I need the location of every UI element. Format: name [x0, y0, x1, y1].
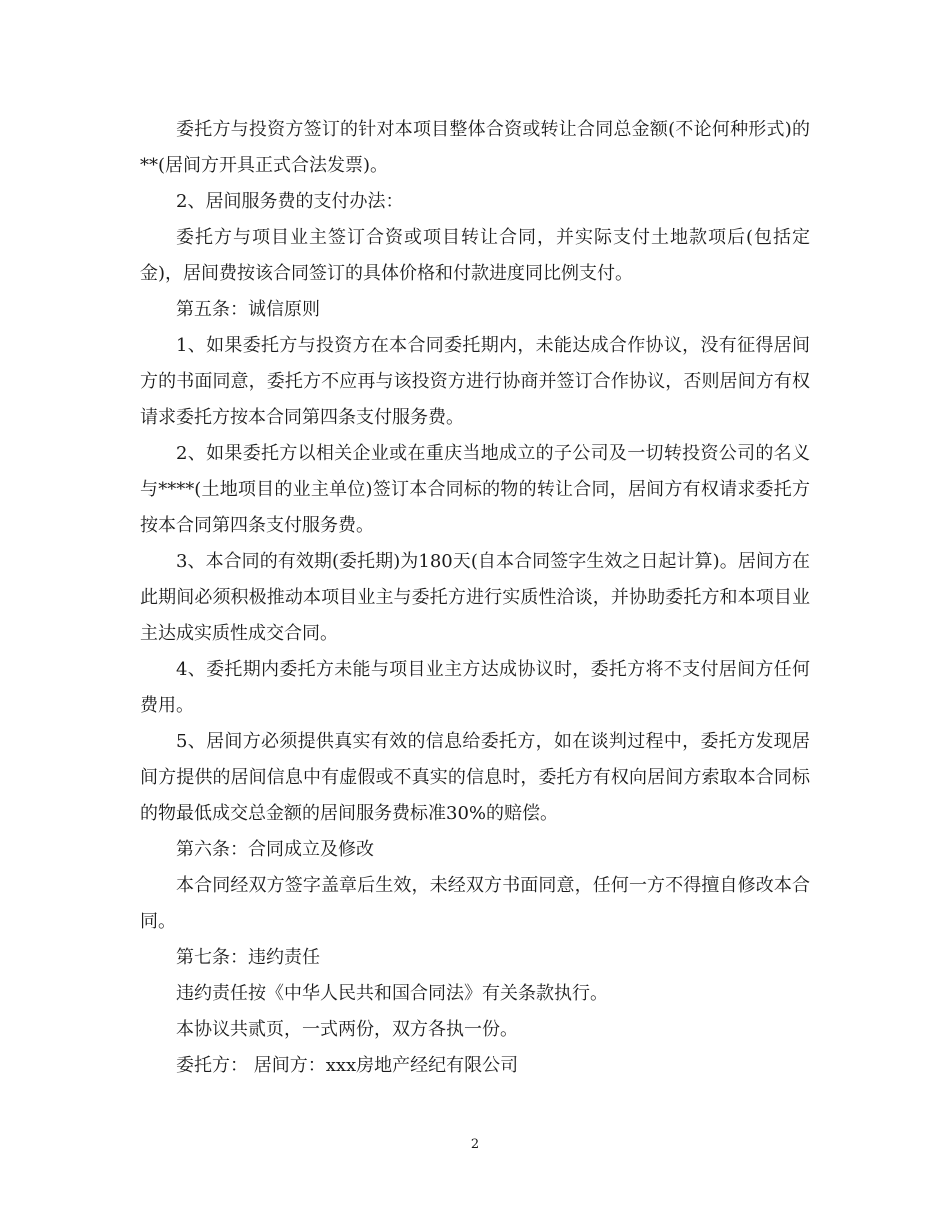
article-7-heading: 第七条：违约责任 [176, 947, 320, 968]
article-7-body: 违约责任按《中华人民共和国合同法》有关条款执行。 [176, 983, 608, 1004]
paragraph-payment-method-heading: 2、居间服务费的支付办法： [176, 191, 404, 212]
page-number: 2 [470, 1137, 480, 1152]
article-5-clause-2: 2、如果委托方以相关企业或在重庆当地成立的子公司及一切转投资公司的名义与****(土地项目的业主单位)签订本合同标的物的转让合同，居间方有权请求委托方按本合同第四条支付服务费。 [140, 443, 810, 536]
paragraph-payment-method: 委托方与项目业主签订合资或项目转让合同，并实际支付土地款项后(包括定金)，居间费按该合同签订的具体价格和付款进度同比例支付。 [140, 227, 810, 284]
signature-line: 委托方： 居间方：xxx房地产经纪有限公司 [176, 1055, 519, 1076]
article-6-heading: 第六条：合同成立及修改 [176, 839, 374, 860]
article-5-clause-1: 1、如果委托方与投资方在本合同委托期内，未能达成合作协议，没有征得居间方的书面同意，委托方不应再与该投资方进行协商并签订合作协议，否则居间方有权请求委托方按本合同第四条支付服务费。 [140, 335, 810, 428]
article-6-body: 本合同经双方签字盖章后生效，未经双方书面同意，任何一方不得擅自修改本合同。 [140, 875, 810, 932]
article-5-clause-4: 4、委托期内委托方未能与项目业主方达成协议时，委托方将不支付居间方任何费用。 [140, 659, 810, 716]
article-5-heading: 第五条：诚信原则 [176, 299, 320, 320]
copies-statement: 本协议共贰页，一式两份，双方各执一份。 [176, 1019, 518, 1040]
paragraph-total-amount: 委托方与投资方签订的针对本项目整体合资或转让合同总金额(不论何种形式)的**(居间方开具正式合法发票)。 [140, 119, 810, 176]
article-5-clause-5: 5、居间方必须提供真实有效的信息给委托方，如在谈判过程中，委托方发现居间方提供的居间信息中有虚假或不真实的信息时，委托方有权向居间方索取本合同标的物最低成交总金额的居间服务费标准30%的赔偿。 [140, 731, 810, 824]
article-5-clause-3: 3、本合同的有效期(委托期)为180天(自本合同签字生效之日起计算)。居间方在此期间必须积极推动本项目业主与委托方进行实质性洽谈，并协助委托方和本项目业主达成实质性成交合同。 [140, 551, 810, 644]
document-body [140, 112, 810, 1084]
